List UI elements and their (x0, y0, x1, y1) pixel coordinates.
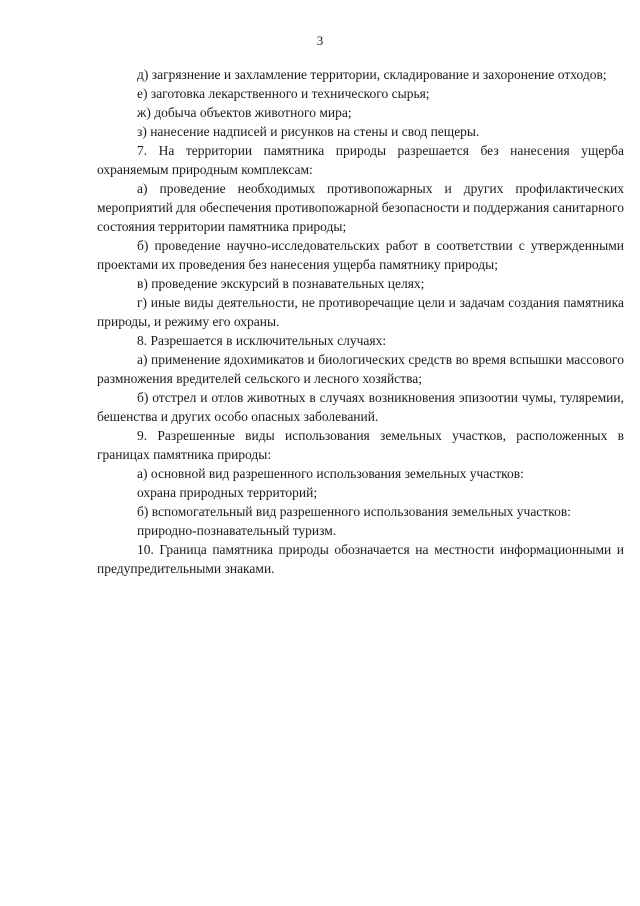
paragraph-7b-research: б) проведение научно-исследовательских работ в соответствии с утвержденными проектами их проведения без нанесения ущерба памятнику природы; (97, 238, 624, 272)
paragraph-e-harvesting: е) заготовка лекарственного и технического сырья; (137, 86, 430, 101)
paragraph-9-land-use: 9. Разрешенные виды использования земельных участков, расположенных в границах памятника природы: (97, 428, 624, 462)
paragraph-8b-culling: б) отстрел и отлов животных в случаях возникновения эпизоотии чумы, туляремии, бешенства и других особо опасных заболеваний. (97, 390, 624, 424)
paragraph-7g-other-activities: г) иные виды деятельности, не противоречащие цели и задачам создания памятника природы, и режиму его охраны. (97, 295, 624, 329)
paragraph-9a-main-use: а) основной вид разрешенного использования земельных участков: (137, 466, 524, 481)
paragraph-d-pollution: д) загрязнение и захламление территории, складирование и захоронение отходов; (137, 67, 607, 82)
paragraph-8a-chemicals: а) применение ядохимикатов и биологических средств во время вспышки массового размножения вредителей сельского и лесного хозяйства; (97, 352, 624, 386)
paragraph-9b-auxiliary-use: б) вспомогательный вид разрешенного использования земельных участков: (137, 504, 571, 519)
paragraph-zh-wildlife: ж) добыча объектов животного мира; (137, 105, 352, 120)
paragraph-7a-fire-prevention: а) проведение необходимых противопожарных и других профилактических мероприятий для обеспечения противопожарной безопасности и поддержания санитарного состояния территории памятника природы; (97, 181, 625, 234)
document-body (97, 65, 624, 578)
paragraph-7v-excursions: в) проведение экскурсий в познавательных целях; (137, 276, 425, 291)
paragraph-9a-value: охрана природных территорий; (137, 485, 318, 500)
paragraph-10-boundary: 10. Граница памятника природы обозначается на местности информационными и предупредительными знаками. (97, 542, 624, 576)
page-number: 3 (316, 33, 324, 48)
paragraph-z-inscriptions: з) нанесение надписей и рисунков на стены и свод пещеры. (137, 124, 480, 139)
paragraph-9b-value: природно-познавательный туризм. (137, 523, 337, 538)
paragraph-8-exceptional: 8. Разрешается в исключительных случаях: (137, 333, 387, 348)
paragraph-7-permitted: 7. На территории памятника природы разрешается без нанесения ущерба охраняемым природным комплексам: (97, 143, 624, 177)
